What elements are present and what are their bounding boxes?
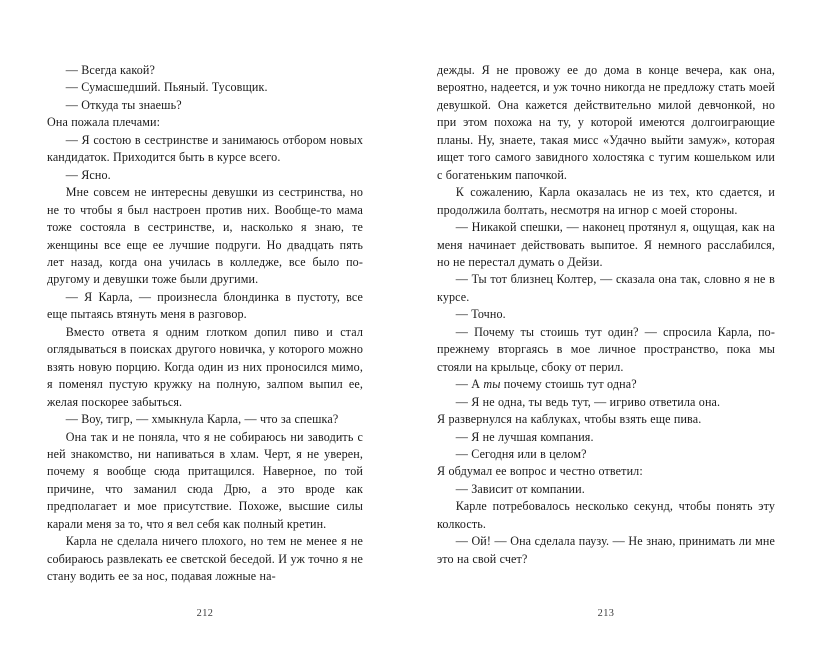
paragraph: дежды. Я не провожу ее до дома в конце вечера, как она, вероятно, надеется, и уж точно никогда не предложу стать моей девушкой. Она кажется действительно милой девчонкой, но при этом похожа на ту, у которой имеются долгоиграющие планы. Ну, знаете, такая мисс «Удачно выйти замуж», которая ищет того самого завидного холостяка с тугим кошельком или с богатеньким папочкой. — [437, 63, 775, 182]
paragraph: — Ой! — Она сделала паузу. — Не знаю, принимать ли мне это на свой счет? — [437, 534, 775, 566]
paragraph: Карла не сделала ничего плохого, но тем не менее я не собираюсь развлекать ее светской беседой. И уж точно я не стану водить ее за нос, подавая ложные на- — [47, 534, 363, 584]
paragraph: — Зависит от компании. — [455, 481, 585, 496]
paragraph: — Сумасшедший. Пьяный. Тусовщик. — [65, 80, 268, 95]
paragraph: — Всегда какой? — [65, 63, 155, 77]
paragraph: — Точно. — [455, 307, 506, 322]
paragraph: Вместо ответа я одним глотком допил пиво и стал оглядываться в поисках другого новичка, у которого можно взять новую порцию. Когда один из них проносился мимо, я поменял пустую кружку на полную, залпом выпил ее, желая поскорее забыться. — [47, 324, 363, 409]
paragraph: — Сегодня или в целом? — [455, 446, 587, 461]
paragraph: К сожалению, Карла оказалась не из тех, кто сдается, и продолжила болтать, несмотря на игнор с моей стороны. — [437, 185, 775, 217]
paragraph: — Ты тот близнец Колтер, — сказала она так, словно я не в курсе. — [437, 272, 775, 304]
paragraph: — Я состою в сестринстве и занимаюсь отбором новых кандидаток. Приходится быть в курсе всего. — [47, 132, 363, 165]
paragraph: — Ясно. — [65, 167, 111, 182]
paragraph: — Почему ты стоишь тут один? — спросила Карла, по-прежнему вторгаясь в мое личное пространство, пока мы стояли на крыльце, сбоку от перил. — [437, 324, 775, 374]
paragraph: Я обдумал ее вопрос и честно ответил: — [437, 464, 643, 479]
paragraph: Я развернулся на каблуках, чтобы взять еще пива. — [437, 412, 702, 427]
paragraph: — А ты почему стоишь тут одна? — [455, 377, 637, 392]
emphasis-text: ты — [483, 377, 501, 392]
page-right-textblock — [437, 62, 775, 568]
paragraph: — Я Карла, — произнесла блондинка в пустоту, все еще пытаясь втянуть меня в разговор. — [47, 289, 363, 322]
page-right-folio: 213 — [597, 608, 615, 619]
paragraph: — Я не лучшая компания. — [455, 429, 594, 444]
paragraph: Карле потребовалось несколько секунд, чтобы понять эту колкость. — [437, 499, 775, 531]
page-left-textblock — [47, 62, 363, 586]
paragraph: — Никакой спешки, — наконец протянул я, ощущая, как на меня начинает действовать выпитое. Я немного расслабился, но не перестал думать о Дейзи. — [437, 220, 775, 269]
paragraph: — Откуда ты знаешь? — [65, 97, 182, 112]
paragraph: Мне совсем не интересны девушки из сестринства, но не то чтобы я был настроен против них. Вообще-то мама тоже состояла в сестринстве, и, насколько я знаю, те женщины все еще ее лучшие подруги. Но двадцать пять лет назад, когда она училась в колледже, все было по-другому и девушки тоже были другими. — [47, 185, 363, 287]
paragraph: Она пожала плечами: — [47, 115, 161, 130]
page-left-folio: 212 — [196, 608, 214, 619]
page-right — [410, 0, 820, 656]
paragraph: — Воу, тигр, — хмыкнула Карла, — что за спешка? — [65, 412, 339, 427]
paragraph: — Я не одна, ты ведь тут, — игриво ответила она. — [455, 394, 721, 409]
paragraph: Она так и не поняла, что я не собираюсь ни заводить с ней знакомство, ни напиваться в хлам. Черт, я не уверен, почему я вообще сюда притащился. Наверное, по той причине, что заманил сюда Дрю, а это вроде как предполагает и мое присутствие. Похоже, высшие силы карали меня за то, что я вел себя как полный кретин. — [47, 429, 363, 531]
